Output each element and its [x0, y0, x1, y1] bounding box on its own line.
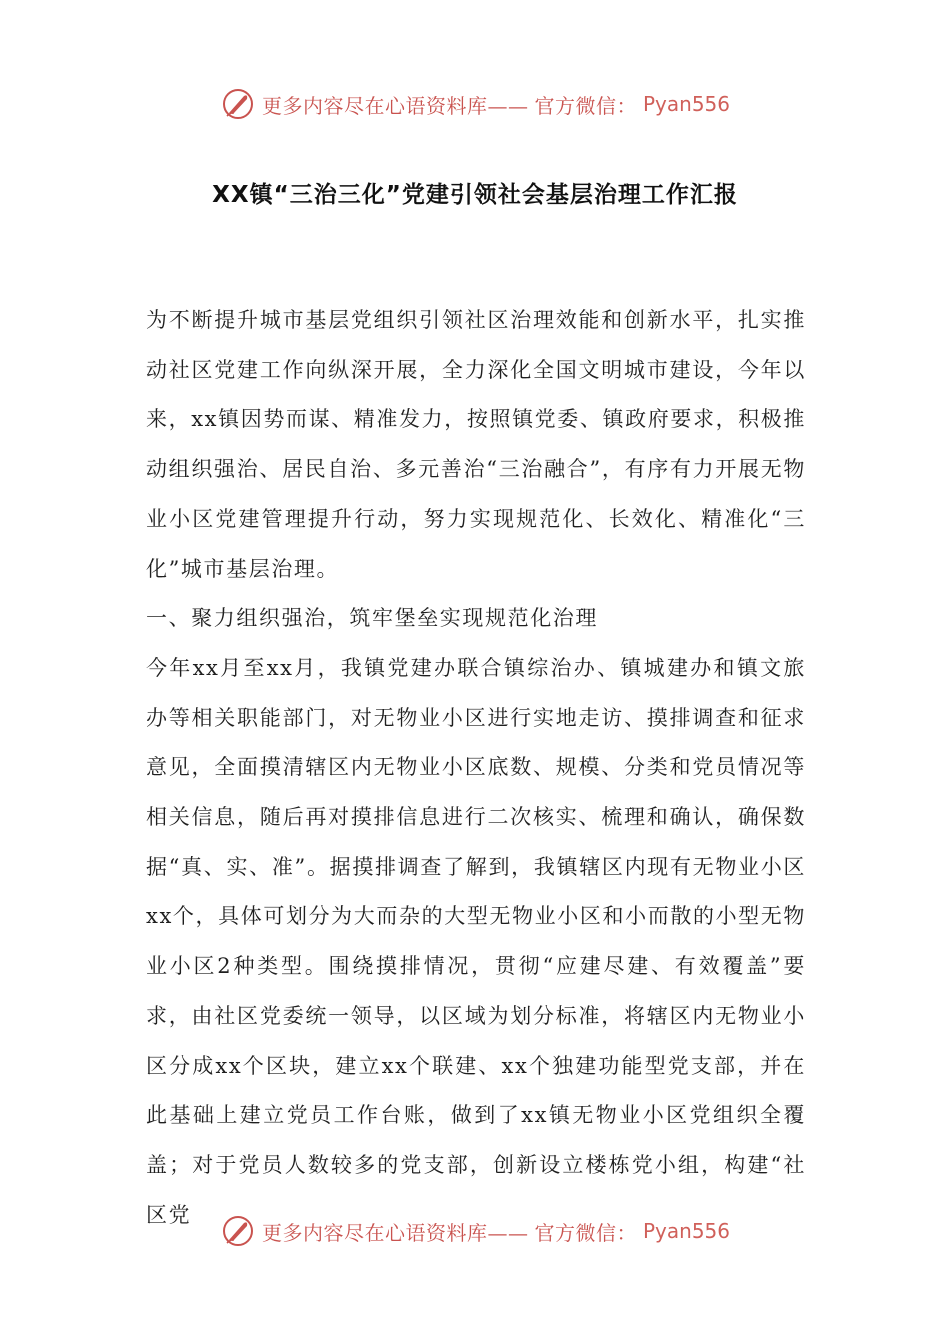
- footer-promo-banner: [0, 1211, 950, 1251]
- document-body: [146, 296, 806, 1240]
- promo-text: 更多内容尽在心语资料库——: [261, 93, 529, 118]
- section-1-paragraph: 今年xx月至xx月，我镇党建办联合镇综治办、镇城建办和镇文旅办等相关职能部门，对无物业小区进行实地走访、摸排调查和征求意见，全面摸清辖区内无物业小区底数、规模、分类和党员情况等相关信息，随后再对摸排信息进行二次核实、梳理和确认，确保数据“真、实、准”。据摸排调查了解到，我镇辖区内现有无物业小区xx个，具体可划分为大而杂的大型无物业小区和小而散的小型无物业小区2种类型。围绕摸排情况，贯彻“应建尽建、有效覆盖”要求，由社区党委统一领导，以区域为划分标准，将辖区内无物业小区分成xx个区块，建立xx个联建、xx个独建功能型党支部，并在此基础上建立党员工作台账，做到了xx镇无物业小区党组织全覆盖；对于党员人数较多的党支部，创新设立楼栋党小组，构建“社区党: [146, 655, 806, 1227]
- promo-text: 更多内容尽在心语资料库——: [261, 1220, 529, 1245]
- quill-pen-logo-icon: [220, 86, 256, 122]
- document-title: XX镇“三治三化”党建引领社会基层治理工作汇报: [212, 182, 738, 208]
- quill-pen-logo-icon: [220, 1213, 256, 1249]
- wechat-id: Pyan556: [642, 92, 730, 116]
- section-1-heading: 一、聚力组织强治，筑牢堡垒实现规范化治理: [146, 606, 598, 631]
- header-promo-banner: [0, 84, 950, 124]
- wechat-label: 官方微信：: [534, 1220, 637, 1245]
- wechat-label: 官方微信：: [534, 93, 637, 118]
- intro-paragraph: 为不断提升城市基层党组织引领社区治理效能和创新水平，扎实推动社区党建工作向纵深开展，全力深化全国文明城市建设，今年以来，xx镇因势而谋、精准发力，按照镇党委、镇政府要求，积极推动组织强治、居民自治、多元善治“三治融合”，有序有力开展无物业小区党建管理提升行动，努力实现规范化、长效化、精准化“三化”城市基层治理。: [146, 308, 806, 581]
- wechat-id: Pyan556: [642, 1219, 730, 1243]
